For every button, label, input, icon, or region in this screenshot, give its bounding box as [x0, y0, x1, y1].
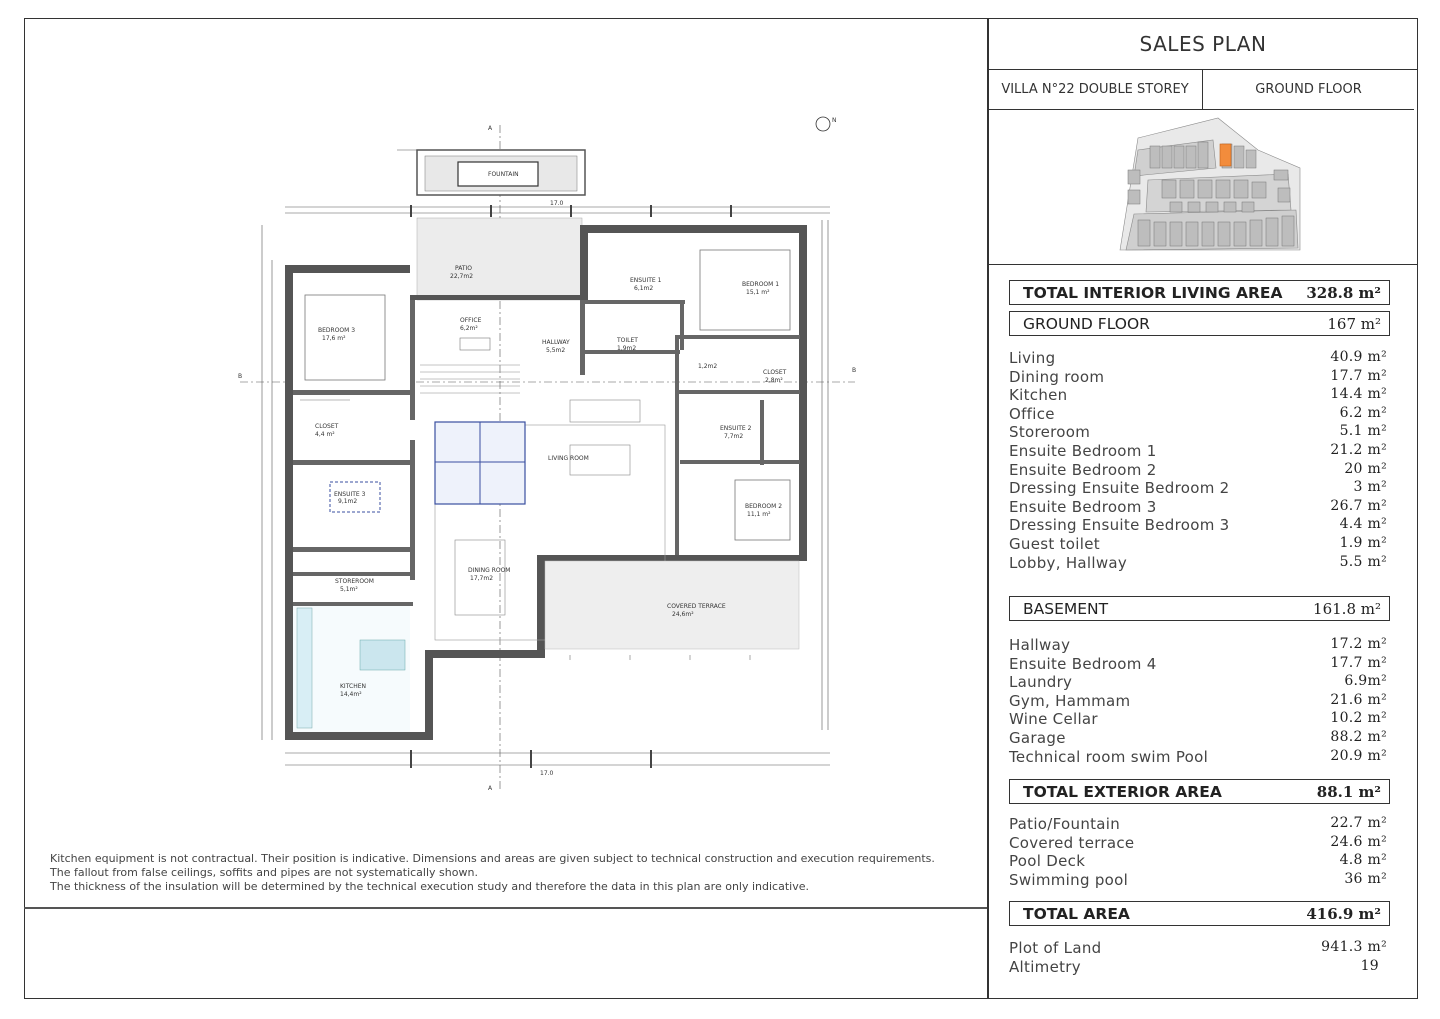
- list-item: Dressing Ensuite Bedroom 2 3 m²: [1009, 479, 1387, 498]
- list-item: Office 6.2 m²: [1009, 404, 1387, 423]
- patio-area: 22,7m2: [450, 273, 474, 280]
- bedroom-3-area: 17,6 m²: [322, 335, 346, 342]
- list-item: Ensuite Bedroom 1 21.2 m²: [1009, 441, 1387, 460]
- hallway-area: 5,5m2: [546, 347, 566, 354]
- toilet-label: TOILET: [617, 337, 638, 344]
- site-plan-map: [988, 110, 1418, 265]
- list-item: Ensuite Bedroom 3 26.7 m²: [1009, 497, 1387, 516]
- disclaimer-notes: [50, 852, 970, 894]
- closet-3-area: 4,4 m²: [315, 431, 335, 438]
- site-plan-svg: [988, 110, 1418, 265]
- basement-value: 161.8 m²: [1313, 599, 1381, 618]
- ensuite-2-area: 7,7m2: [724, 433, 744, 440]
- dim-bottom: 17.0: [540, 770, 554, 777]
- office-area: 6,2m²: [460, 325, 478, 332]
- basement-room-list: [1009, 636, 1387, 766]
- basement-label: BASEMENT: [1023, 599, 1109, 618]
- floor-label: GROUND FLOOR: [1255, 82, 1362, 97]
- list-item: Plot of Land 941.3 m²: [1009, 939, 1387, 957]
- list-item: Storeroom 5.1 m²: [1009, 423, 1387, 442]
- list-item: Wine Cellar 10.2 m²: [1009, 710, 1387, 729]
- total-exterior-box: [1009, 779, 1390, 804]
- list-item: Gym, Hammam 21.6 m²: [1009, 691, 1387, 710]
- fountain-label: FOUNTAIN: [488, 171, 519, 178]
- kitchen-area: 14,4m²: [340, 691, 362, 698]
- list-item: Hallway 17.2 m²: [1009, 636, 1387, 654]
- closet-2-label: CLOSET: [763, 369, 787, 376]
- bedroom-1-area: 15,1 m²: [746, 289, 770, 296]
- list-item: Covered terrace 24.6 m²: [1009, 833, 1387, 852]
- list-item: Pool Deck 4.8 m²: [1009, 852, 1387, 871]
- list-item: Lobby, Hallway 5.5 m²: [1009, 553, 1387, 572]
- living-room-label: LIVING ROOM: [548, 455, 589, 462]
- hallway-label: HALLWAY: [542, 339, 570, 346]
- bedroom-3-label: BEDROOM 3: [318, 327, 356, 334]
- closet-3-label: CLOSET: [315, 423, 339, 430]
- notes-divider: [24, 907, 987, 909]
- bedroom-2-area: 11,1 m²: [747, 511, 771, 518]
- ensuite-1-area: 6,1m2: [634, 285, 654, 292]
- patio: [417, 218, 582, 300]
- patio-label: PATIO: [455, 265, 473, 272]
- office-label: OFFICE: [460, 317, 482, 324]
- list-item: Dining room 17.7 m²: [1009, 367, 1387, 386]
- toilet-area: 1,9m2: [617, 345, 637, 352]
- small-room-area: 1,2m2: [698, 363, 718, 370]
- list-item: Guest toilet 1.9 m²: [1009, 534, 1387, 553]
- floor-plan-svg: [230, 110, 880, 800]
- villa-label: VILLA N°22 DOUBLE STOREY: [988, 70, 1203, 109]
- note-line: Kitchen equipment is not contractual. Their position is indicative. Dimensions and areas are given subject to technical construction and execution requirements.: [50, 852, 935, 865]
- terrace-label: COVERED TERRACE: [667, 603, 726, 610]
- storeroom-area: 5,1m²: [340, 586, 358, 593]
- list-item: Ensuite Bedroom 4 17.7 m²: [1009, 654, 1387, 673]
- section-marker-left: B: [238, 373, 243, 380]
- list-item: Ensuite Bedroom 2 20 m²: [1009, 460, 1387, 479]
- total-exterior-label: TOTAL EXTERIOR AREA: [1023, 782, 1222, 801]
- list-item: Swimming pool 36 m²: [1009, 870, 1387, 889]
- total-interior-label: TOTAL INTERIOR LIVING AREA: [1023, 283, 1283, 302]
- sheet-title: SALES PLAN: [988, 18, 1418, 70]
- list-item: Dressing Ensuite Bedroom 3 4.4 m²: [1009, 516, 1387, 535]
- total-area-box: [1009, 901, 1390, 926]
- terrace-area: 24,6m²: [672, 611, 694, 618]
- total-interior-box: [1009, 280, 1390, 305]
- total-area-label: TOTAL AREA: [1023, 904, 1130, 923]
- bedroom-2-label: BEDROOM 2: [745, 503, 783, 510]
- land-list: [1009, 939, 1387, 976]
- total-interior-value: 328.8 m²: [1306, 283, 1381, 302]
- ground-floor-value: 167 m²: [1327, 314, 1381, 333]
- note-line: The fallout from false ceilings, soffits and pipes are not systematically shown.: [50, 866, 478, 879]
- dining-room-area: 17,7m2: [470, 575, 494, 582]
- section-marker-bottom: A: [488, 785, 493, 792]
- list-item: Living 40.9 m²: [1009, 349, 1387, 367]
- dim-top: 17.0: [550, 200, 564, 207]
- north-arrow-icon: [816, 117, 830, 131]
- north-label: N: [832, 117, 837, 124]
- total-area-value: 416.9 m²: [1306, 904, 1381, 923]
- list-item: Kitchen 14.4 m²: [1009, 386, 1387, 405]
- storeroom-label: STOREROOM: [335, 578, 374, 585]
- floor-plan: [230, 110, 880, 800]
- exterior-list: [1009, 815, 1387, 889]
- ground-room-list: [1009, 349, 1387, 572]
- ensuite-3-area: 9,1m2: [338, 498, 358, 505]
- ensuite-2-label: ENSUITE 2: [720, 425, 752, 432]
- ensuite-3-label: ENSUITE 3: [334, 491, 366, 498]
- bedroom-1-label: BEDROOM 1: [742, 281, 780, 288]
- villa-highlight: [1220, 144, 1231, 166]
- dining-room-label: DINING ROOM: [468, 567, 511, 574]
- total-exterior-value: 88.1 m²: [1316, 782, 1381, 801]
- ground-floor-box: [1009, 311, 1390, 336]
- basement-box: [1009, 596, 1390, 621]
- note-line: The thickness of the insulation will be determined by the technical execution study and therefore the data in this plan are only indicative.: [50, 880, 809, 893]
- list-item: Altimetry 19: [1009, 957, 1379, 976]
- kitchen-label: KITCHEN: [340, 683, 366, 690]
- ensuite-1-label: ENSUITE 1: [630, 277, 662, 284]
- title-subrow: [988, 70, 1414, 110]
- closet-2-area: 2,8m²: [765, 377, 783, 384]
- ground-floor-label: GROUND FLOOR: [1023, 314, 1150, 333]
- list-item: Laundry 6.9m²: [1009, 673, 1387, 692]
- section-marker-right: B: [852, 367, 857, 374]
- list-item: Technical room swim Pool 20.9 m²: [1009, 747, 1387, 766]
- section-marker-top: A: [488, 125, 493, 132]
- list-item: Patio/Fountain 22.7 m²: [1009, 815, 1387, 833]
- list-item: Garage 88.2 m²: [1009, 728, 1387, 747]
